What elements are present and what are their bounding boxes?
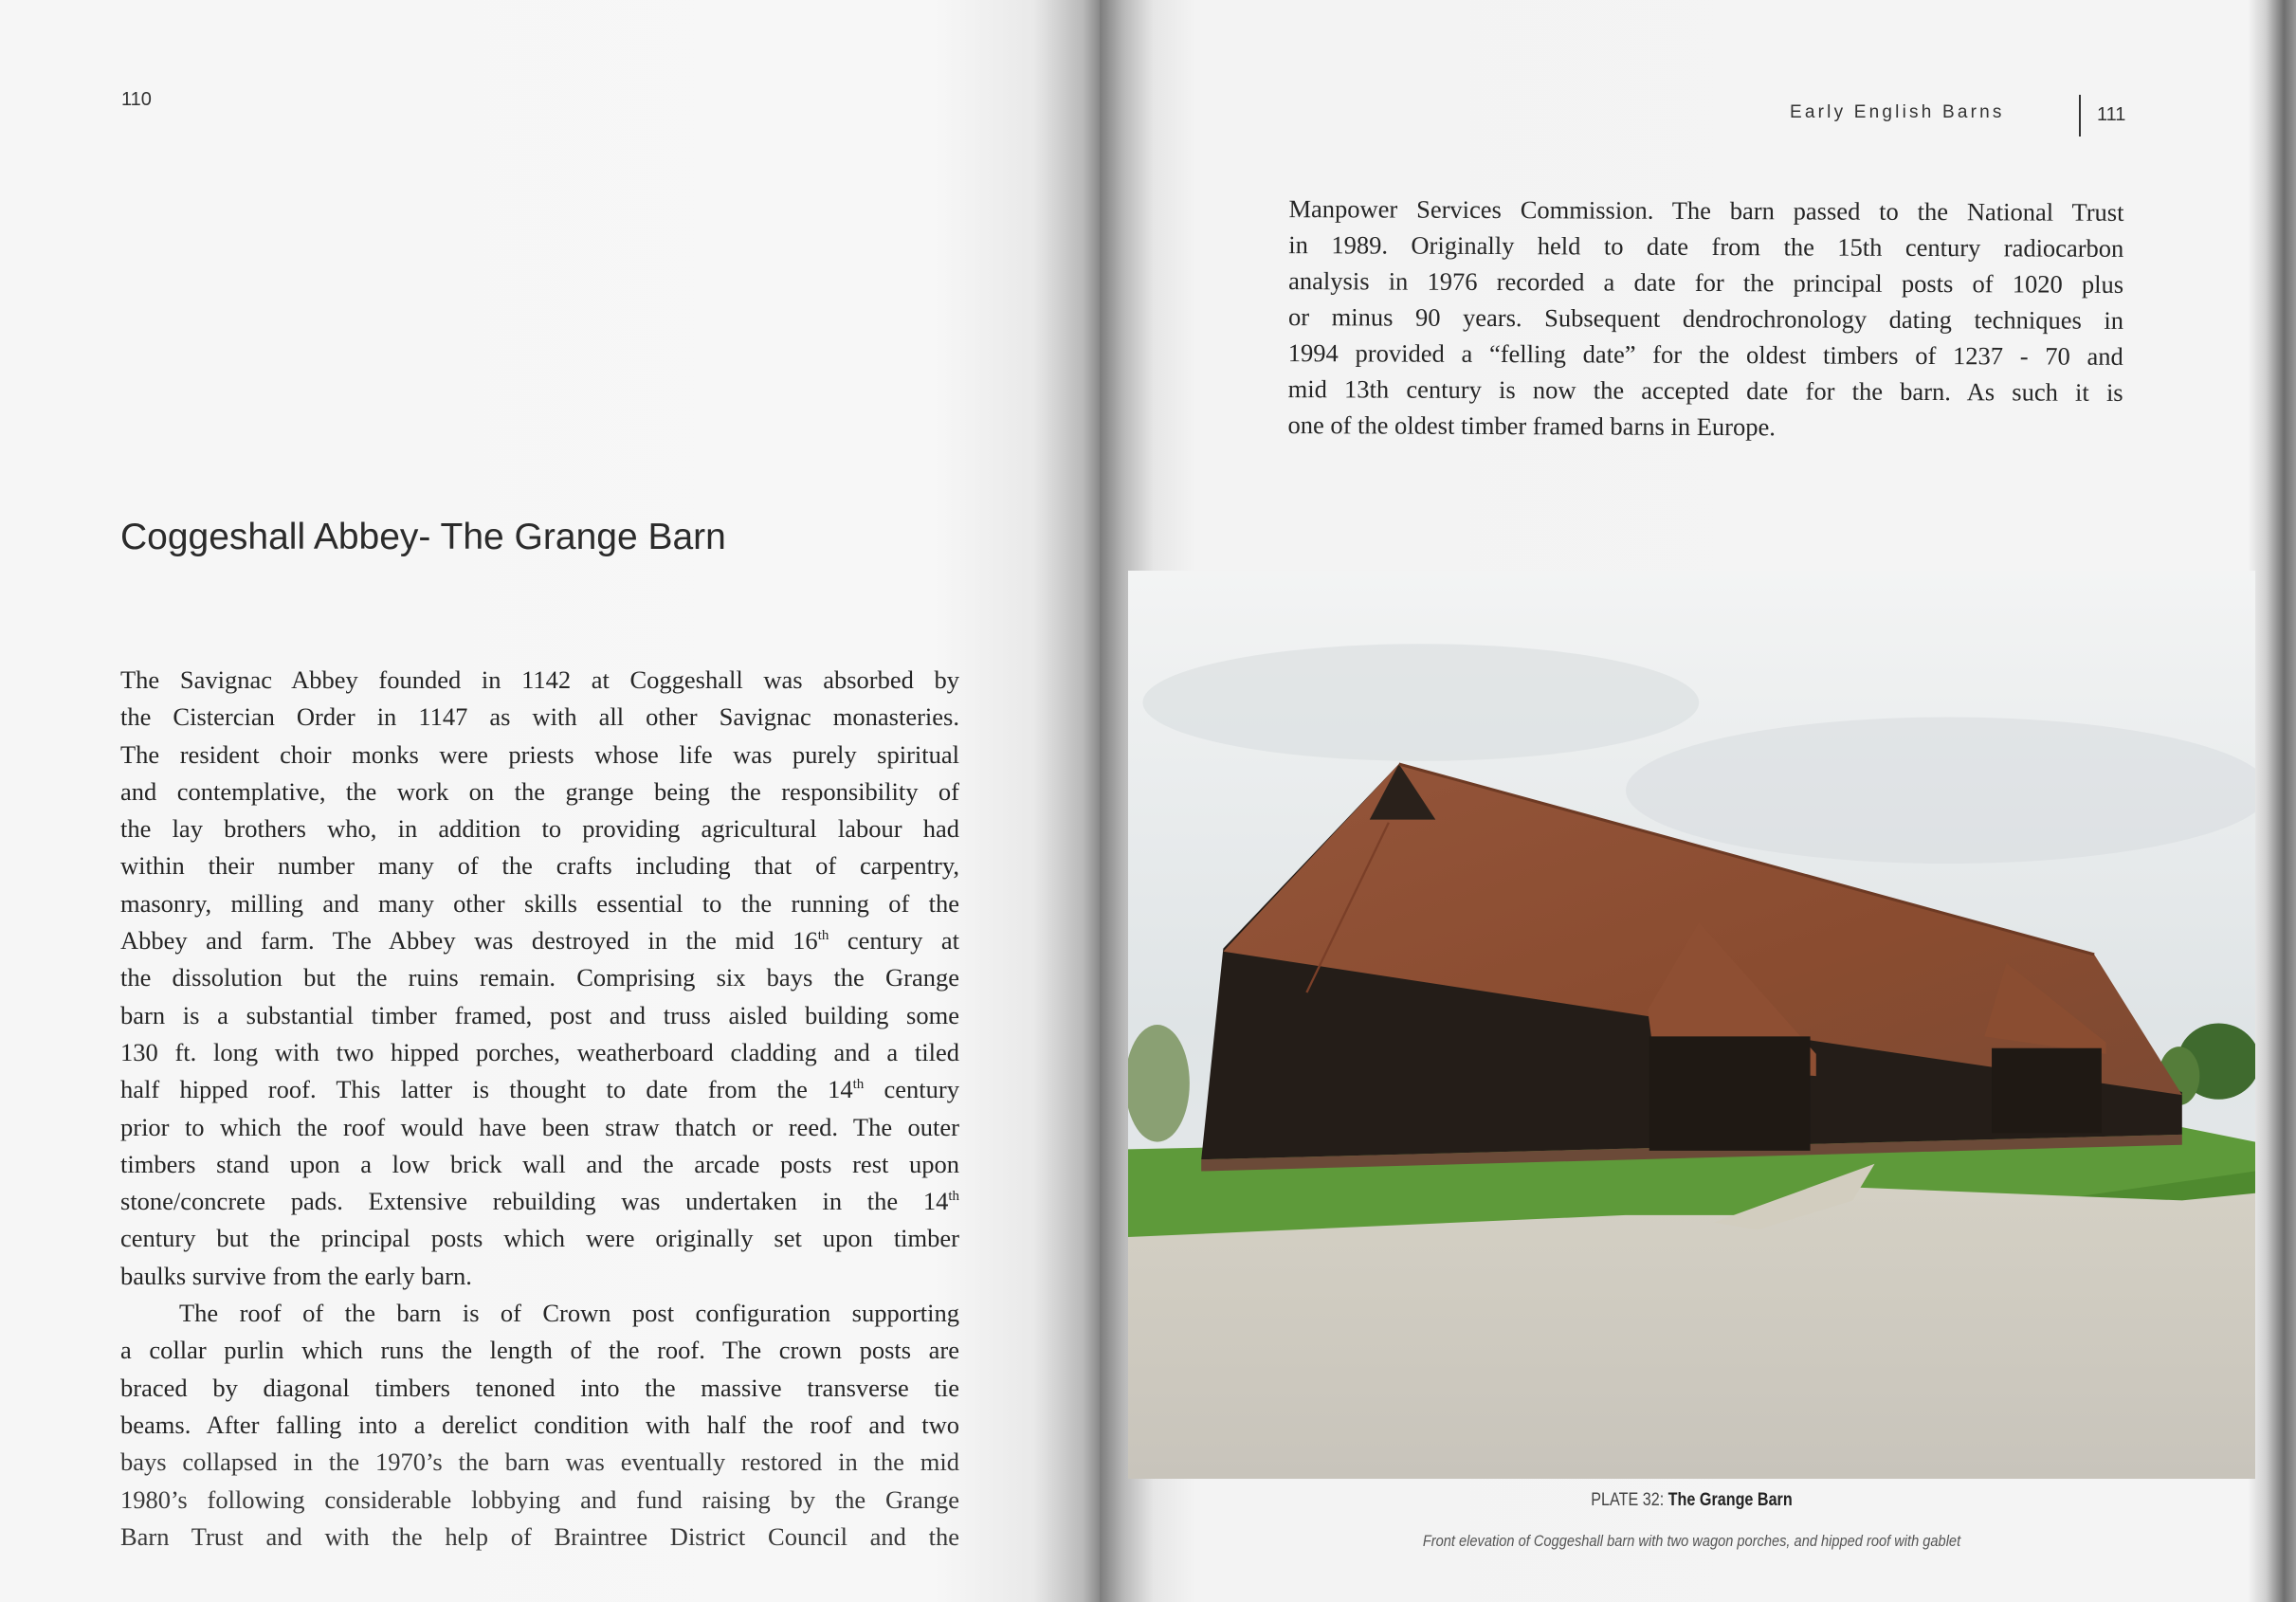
line-text: Abbey and farm. The Abbey was destroyed in the mid 16 xyxy=(120,926,818,956)
text-line xyxy=(1288,263,2123,302)
barn-photo xyxy=(1128,571,2255,1479)
text-line xyxy=(120,1482,959,1519)
left-body-text xyxy=(120,662,959,1556)
text-line xyxy=(120,885,959,922)
line-text: the Cistercian Order in 1147 as with all other Savignac monasteries. xyxy=(120,702,959,732)
line-text: Manpower Services Commission. The barn passed to the National Trust xyxy=(1288,194,2124,227)
text-line xyxy=(120,847,959,884)
line-text: stone/concrete pads. Extensive rebuilding was undertaken in the 14 xyxy=(120,1187,949,1216)
text-line xyxy=(120,1220,959,1257)
line-text: half hipped roof. This latter is thought to date from the 14 xyxy=(120,1075,853,1104)
text-line xyxy=(1288,227,2123,266)
text-line xyxy=(1288,335,2123,374)
text-line xyxy=(120,737,959,774)
text-line xyxy=(1288,191,2123,230)
running-head: Early English Barns xyxy=(1790,102,2005,122)
superscript: th xyxy=(817,928,829,944)
text-line xyxy=(1288,371,2123,410)
text-line xyxy=(120,662,959,699)
line-text: or minus 90 years. Subsequent dendrochronology dating techniques in xyxy=(1287,302,2124,335)
text-line xyxy=(120,1332,959,1369)
text-line xyxy=(120,699,959,736)
plate-label: PLATE 32: xyxy=(1591,1490,1665,1510)
text-line xyxy=(120,1370,959,1407)
line-text: baulks survive from the early barn. xyxy=(120,1261,472,1290)
line-text: The roof of the barn is of Crown post configuration supporting xyxy=(179,1299,959,1328)
page-number: 111 xyxy=(2097,104,2126,125)
text-line xyxy=(120,774,959,810)
line-text: masonry, milling and many other skills essential to the running of the xyxy=(120,888,959,918)
text-line xyxy=(1288,299,2123,338)
text-line xyxy=(120,810,959,847)
text-line xyxy=(120,1183,959,1220)
text-line xyxy=(120,1109,959,1146)
line-text: and contemplative, the work on the grange being the responsibility of xyxy=(120,776,959,806)
text-line xyxy=(120,1295,959,1332)
line-text: beams. After falling into a derelict condition with half the roof and two xyxy=(120,1410,959,1439)
line-text: analysis in 1976 recorded a date for the principal posts of 1020 plus xyxy=(1288,266,2124,299)
plate-name: The Grange Barn xyxy=(1667,1490,1793,1510)
line-text: mid 13th century is now the accepted date for the barn. As such it is xyxy=(1287,374,2123,407)
chapter-heading: Coggeshall Abbey- The Grange Barn xyxy=(120,517,726,557)
line-text: The resident choir monks were priests whose life was purely spiritual xyxy=(120,739,959,769)
page-number: 110 xyxy=(121,89,152,110)
text-line xyxy=(120,1444,959,1481)
line-text: timbers stand upon a low brick wall and the arcade posts rest upon xyxy=(120,1149,959,1178)
text-line xyxy=(120,959,959,996)
text-line xyxy=(1287,407,2123,446)
line-text: in 1989. Originally held to date from the 15th century radiocarbon xyxy=(1288,230,2124,263)
line-text: The Savignac Abbey founded in 1142 at Coggeshall was absorbed by xyxy=(120,665,959,694)
line-text: barn is a substantial timber framed, post and truss aisled building some xyxy=(120,1000,959,1029)
line-text: 130 ft. long with two hipped porches, weatherboard cladding and a tiled xyxy=(120,1037,959,1066)
right-body-text xyxy=(1287,191,2123,446)
line-text: one of the oldest timber framed barns in Europe. xyxy=(1287,410,1776,442)
text-line xyxy=(120,1519,959,1556)
text-line xyxy=(120,1258,959,1295)
text-line xyxy=(120,1034,959,1071)
line-text: bays collapsed in the 1970’s the barn was eventually restored in the mid xyxy=(120,1447,959,1477)
line-text: within their number many of the crafts including that of carpentry, xyxy=(120,851,959,881)
line-text: braced by diagonal timbers tenoned into the massive transverse tie xyxy=(120,1373,959,1402)
text-line xyxy=(120,1071,959,1108)
line-text: the lay brothers who, in addition to providing agricultural labour had xyxy=(120,814,959,844)
text-line xyxy=(120,997,959,1034)
plate-caption: Front elevation of Coggeshall barn with two wagon porches, and hipped roof with gablet xyxy=(1422,1532,1961,1550)
line-text: century but the principal posts which were originally set upon timber xyxy=(120,1224,959,1253)
text-line xyxy=(120,1407,959,1444)
line-text: a collar purlin which runs the length of the roof. The crown posts are xyxy=(120,1336,959,1365)
line-text: Barn Trust and with the help of Braintree District Council and the xyxy=(120,1521,959,1551)
text-line xyxy=(120,1146,959,1183)
line-text: 1994 provided a “felling date” for the oldest timbers of 1237 - 70 and xyxy=(1287,338,2123,371)
superscript: th xyxy=(852,1077,865,1093)
text-line xyxy=(120,922,959,959)
line-text: the dissolution but the ruins remain. Comprising six bays the Grange xyxy=(120,963,959,992)
superscript: th xyxy=(948,1189,959,1205)
line-text-after: century xyxy=(864,1075,959,1104)
line-text: 1980’s following considerable lobbying and fund raising by the Grange xyxy=(120,1484,959,1514)
plate-title xyxy=(1212,1490,2171,1511)
line-text: prior to which the roof would have been straw thatch or reed. The outer xyxy=(120,1112,959,1141)
header-divider xyxy=(2079,95,2081,137)
line-text-after: century at xyxy=(829,926,959,956)
